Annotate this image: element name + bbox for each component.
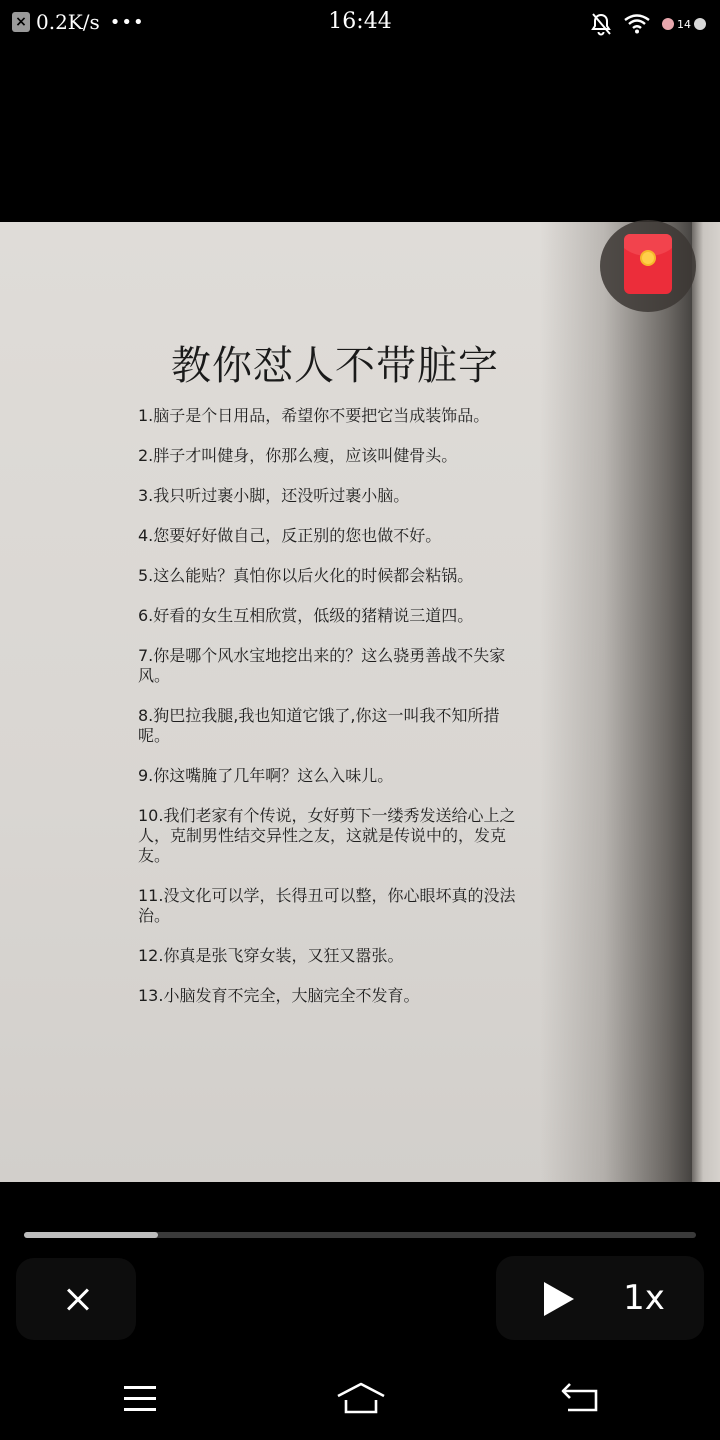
status-bar: [0, 0, 720, 48]
clock: 16:44: [328, 9, 392, 34]
text-line: 6.好看的女生互相欣赏，低级的猪精说三道四。: [138, 606, 474, 625]
text-line: 1.脑子是个日用品，希望你不要把它当成装饰品。: [138, 406, 490, 425]
playback-controls: [496, 1256, 704, 1340]
text-line: 2.胖子才叫健身，你那么瘦，应该叫健骨头。: [138, 446, 458, 465]
text-line: 8.狗巴拉我腿,我也知道它饿了,你这一叫我不知所措 呢。: [138, 706, 500, 745]
text-line: 11.没文化可以学，长得丑可以整，你心眼坏真的没法 治。: [138, 886, 516, 925]
book-photo: [0, 222, 720, 1182]
status-right: [590, 12, 706, 36]
app-notification-icon: ×: [12, 12, 30, 32]
battery-icon: [662, 18, 706, 31]
battery-level: 14: [677, 17, 691, 31]
battery-dot: [662, 18, 674, 30]
play-button[interactable]: [536, 1280, 580, 1320]
close-button[interactable]: [16, 1258, 136, 1340]
notification-off-icon: [590, 12, 612, 36]
home-icon[interactable]: [336, 1380, 386, 1416]
red-packet-coin: [640, 250, 656, 266]
back-icon[interactable]: [560, 1380, 600, 1416]
text-line: 12.你真是张飞穿女装，又狂又嚣张。: [138, 946, 404, 965]
playback-progress[interactable]: [24, 1232, 696, 1238]
text-line: 9.你这嘴腌了几年啊？这么入味儿。: [138, 766, 394, 785]
text-lines: [138, 406, 558, 1026]
progress-fill: [24, 1232, 158, 1238]
red-packet-icon[interactable]: [624, 234, 672, 294]
page-fold-shadow: [540, 222, 700, 1182]
network-speed: 0.2K/s: [36, 10, 100, 34]
menu-icon[interactable]: [122, 1384, 158, 1414]
speed-button[interactable]: 1x: [623, 1278, 665, 1318]
more-notifications: •••: [109, 11, 145, 33]
text-line: 13.小脑发育不完全，大脑完全不发育。: [138, 986, 420, 1005]
wifi-icon: [624, 14, 650, 34]
text-line: 10.我们老家有个传说，女好剪下一缕秀发送给心上之 人，克制男性结交异性之友，这就是传说中的，发克 友。: [138, 806, 516, 865]
page-title: 教你怼人不带脏字: [171, 343, 499, 389]
navigation-bar: [0, 1360, 720, 1440]
text-line: 4.您要好好做自己，反正别的您也做不好。: [138, 526, 442, 545]
next-page-edge: [692, 222, 720, 1182]
text-line: 5.这么能贴？真怕你以后火化的时候都会粘锅。: [138, 566, 474, 585]
text-line: 7.你是哪个风水宝地挖出来的？这么骁勇善战不失家 风。: [138, 646, 506, 685]
text-line: 3.我只听过裹小脚，还没听过裹小脑。: [138, 486, 410, 505]
play-icon: [544, 1282, 574, 1316]
battery-dot: [694, 18, 706, 30]
